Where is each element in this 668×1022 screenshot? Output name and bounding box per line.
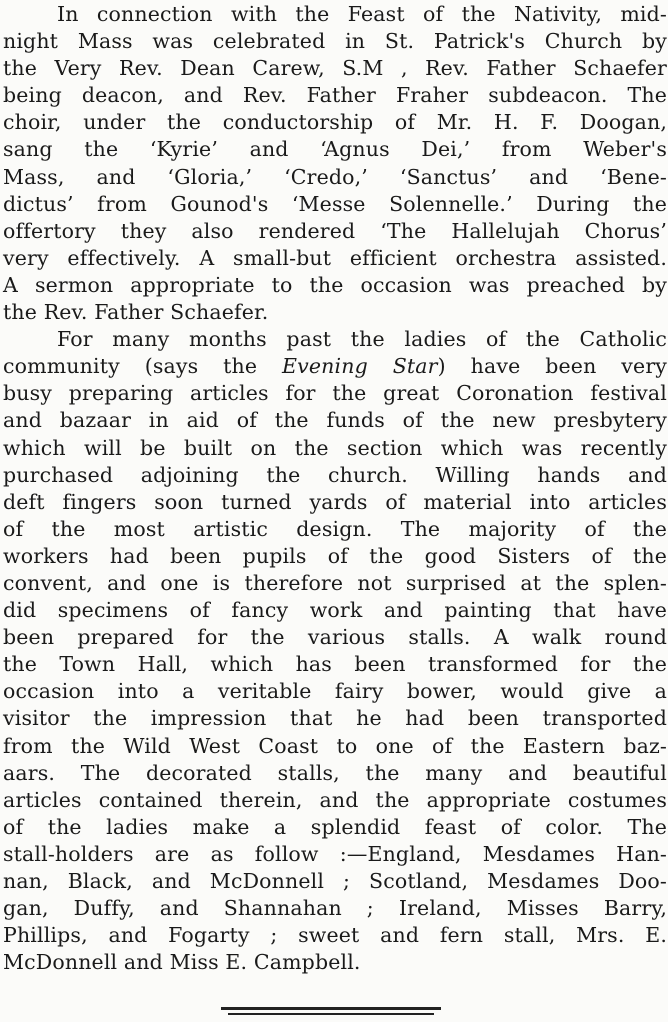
newspaper-title-italic: Evening Star <box>282 354 438 379</box>
text-segment: ) have been very <box>437 354 667 379</box>
text-line: stall-holders are as follow :—England, Mesdames Han- <box>3 841 667 866</box>
end-of-article-rule <box>221 1007 441 1010</box>
text-line: purchased adjoining the church. Willing hands and <box>3 462 667 487</box>
text-line: did specimens of fancy work and painting that have <box>3 598 667 623</box>
text-line: aars. The decorated stalls, the many and beautiful <box>3 760 667 785</box>
text-line: which will be built on the section which was recently <box>3 435 667 460</box>
text-line: articles contained therein, and the appropriate costumes <box>3 787 667 812</box>
text-line: the Very Rev. Dean Carew, S.M , Rev. Father Schaefer <box>3 56 667 81</box>
text-line-with-italic <box>3 353 667 380</box>
text-line: been prepared for the various stalls. A walk round <box>3 625 667 650</box>
text-segment: community (says the <box>3 354 283 379</box>
text-line: offertory they also rendered ‘The Hallelujah Chorus’ <box>3 218 667 243</box>
text-line: In connection with the Feast of the Nativity, mid- <box>57 2 667 26</box>
text-line: gan, Duffy, and Shannahan ; Ireland, Misses Barry, <box>3 896 667 921</box>
text-line: sang the ‘Kyrie’ and ‘Agnus Dei,’ from Weber's <box>3 137 667 162</box>
text-line: choir, under the conductorship of Mr. H. F. Doogan, <box>3 110 667 135</box>
text-line: occasion into a veritable fairy bower, would give a <box>3 679 667 704</box>
text-line: Phillips, and Fogarty ; sweet and fern stall, Mrs. E. <box>3 923 667 948</box>
text-line: convent, and one is therefore not surprised at the splen- <box>3 570 667 595</box>
text-line: For many months past the ladies of the Catholic <box>57 327 667 352</box>
text-line: A sermon appropriate to the occasion was preached by <box>3 272 667 297</box>
article-column <box>3 1 667 976</box>
text-line: Mass, and ‘Gloria,’ ‘Credo,’ ‘Sanctus’ and ‘Bene- <box>3 164 667 189</box>
text-line: nan, Black, and McDonnell ; Scotland, Mesdames Doo- <box>3 869 667 893</box>
paragraph-coronation-bazaar <box>3 326 667 976</box>
end-of-article-rule <box>228 1013 434 1015</box>
text-line: the Rev. Father Schaefer. <box>3 300 269 325</box>
text-line: dictus’ from Gounod's ‘Messe Solennelle.’ During the <box>3 191 667 216</box>
text-line: workers had been pupils of the good Sisters of the <box>3 543 667 568</box>
text-line: of the ladies make a splendid feast of color. The <box>3 814 667 839</box>
text-line: night Mass was celebrated in St. Patrick's Church by <box>3 29 667 54</box>
paragraph-midnight-mass <box>3 1 667 326</box>
text-line: and bazaar in aid of the funds of the new presbytery <box>3 408 667 433</box>
text-line: visitor the impression that he had been transported <box>3 706 667 731</box>
text-line: of the most artistic design. The majority of the <box>3 516 667 541</box>
text-line: the Town Hall, which has been transformed for the <box>3 652 667 677</box>
text-line: being deacon, and Rev. Father Fraher subdeacon. The <box>3 83 667 108</box>
text-line: very effectively. A small-but efficient orchestra assisted. <box>3 245 667 270</box>
text-line: from the Wild West Coast to one of the Eastern baz- <box>3 733 667 758</box>
text-line: busy preparing articles for the great Coronation festival <box>3 381 667 406</box>
text-line: McDonnell and Miss E. Campbell. <box>3 950 361 975</box>
text-line: deft fingers soon turned yards of material into articles <box>3 489 667 514</box>
